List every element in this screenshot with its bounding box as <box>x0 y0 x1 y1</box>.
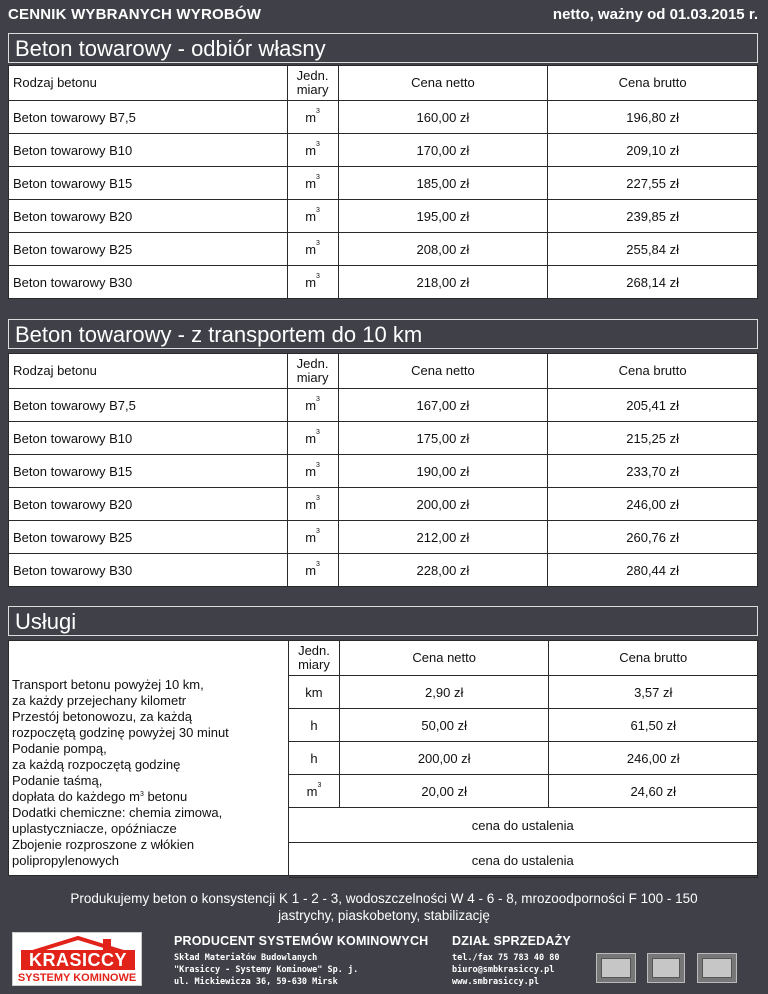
unit-cell <box>287 167 338 200</box>
unit-value: m <box>305 241 317 257</box>
sales-info <box>452 934 571 988</box>
unit-cell <box>287 521 338 554</box>
table-row <box>9 167 758 200</box>
service-text: betonu <box>143 789 188 804</box>
unit-cell <box>287 266 338 299</box>
top-bar <box>0 0 768 28</box>
product-name: Beton towarowy B15 <box>9 455 288 488</box>
producer-info <box>174 934 428 988</box>
unit-exponent: 3 <box>316 272 320 280</box>
unit-value: m <box>305 109 317 125</box>
table-row <box>9 101 758 134</box>
service-text: Dodatki chemiczne: chemia zimowa, <box>12 805 223 820</box>
product-name: Beton towarowy B10 <box>9 134 288 167</box>
gross-price: 209,10 zł <box>548 134 758 167</box>
table-header-row <box>9 66 758 101</box>
unit-value: km <box>305 684 323 700</box>
header-unit-line1: Jedn. <box>296 68 329 83</box>
gross-price: 268,14 zł <box>548 266 758 299</box>
unit-cell <box>287 101 338 134</box>
unit-cell <box>289 709 340 742</box>
unit-value: h <box>310 750 318 766</box>
unit-cell <box>287 455 338 488</box>
producer-line: Skład Materiałów Budowlanych <box>174 953 318 963</box>
header-unit-line1: Jedn. <box>298 643 330 658</box>
unit-cell <box>287 200 338 233</box>
net-price: 218,00 zł <box>338 266 548 299</box>
chimney-block-image <box>647 953 685 983</box>
service-text: Zbojenie rozproszone z włókien <box>12 837 195 852</box>
header-unit-line1: Jedn. <box>296 356 329 371</box>
table-row <box>9 389 758 422</box>
table-row <box>9 200 758 233</box>
service-text: polipropylenowych <box>12 853 119 868</box>
unit-cell <box>289 775 340 808</box>
chimney-block-image <box>596 953 636 983</box>
unit-exponent: 3 <box>139 791 144 798</box>
note-line-1: Produkujemy beton o konsystencji K 1 - 2 - 3, wodoszczelności W 4 - 6 - 8, mrozoodporności F 100 - 150 <box>70 891 698 906</box>
unit-value: m <box>305 430 317 446</box>
services-grid <box>288 640 758 878</box>
service-row <box>289 709 758 742</box>
service-text: za każdy przejechany kilometr <box>12 693 187 708</box>
gross-price: 24,60 zł <box>549 775 758 808</box>
gross-price: 227,55 zł <box>548 167 758 200</box>
unit-exponent: 3 <box>316 140 320 148</box>
unit-cell <box>289 742 340 775</box>
service-description-line <box>12 725 288 741</box>
service-description-line <box>12 773 288 789</box>
chimney-block-image <box>697 953 737 983</box>
service-text: Przestój betonowozu, za każdą <box>12 709 192 724</box>
unit-exponent: 3 <box>316 494 320 502</box>
service-text: Podanie taśmą, <box>12 773 103 788</box>
unit-value: m <box>306 783 318 799</box>
product-name: Beton towarowy B20 <box>9 488 288 521</box>
gross-price: 61,50 zł <box>549 709 758 742</box>
product-name: Beton towarowy B10 <box>9 422 288 455</box>
gross-price: 239,85 zł <box>548 200 758 233</box>
net-price: 185,00 zł <box>338 167 548 200</box>
unit-cell <box>287 233 338 266</box>
product-name: Beton towarowy B30 <box>9 266 288 299</box>
unit-value: m <box>305 562 317 578</box>
logo-subtitle: SYSTEMY KOMINOWE <box>17 972 137 984</box>
net-price: 195,00 zł <box>338 200 548 233</box>
service-text: uplastyczniacze, opóźniacze <box>12 821 177 836</box>
section-title-transport: Beton towarowy - z transportem do 10 km <box>8 319 758 349</box>
gross-price: 233,70 zł <box>548 455 758 488</box>
net-price: 200,00 zł <box>338 488 548 521</box>
gross-price: 205,41 zł <box>548 389 758 422</box>
table-row <box>9 521 758 554</box>
price-to-be-agreed: cena do ustalenia <box>289 808 758 843</box>
gross-price: 3,57 zł <box>549 676 758 709</box>
service-row <box>289 676 758 709</box>
header-type: Rodzaj betonu <box>9 354 288 389</box>
net-price: 170,00 zł <box>338 134 548 167</box>
service-row <box>289 843 758 878</box>
price-to-be-agreed: cena do ustalenia <box>289 843 758 878</box>
unit-cell <box>287 488 338 521</box>
unit-value: m <box>305 208 317 224</box>
sales-email: biuro@smbkrasiccy.pl <box>452 965 555 975</box>
section-title-pickup: Beton towarowy - odbiór własny <box>8 33 758 63</box>
net-price: 2,90 zł <box>339 676 549 709</box>
table-row <box>9 488 758 521</box>
services-table <box>8 640 758 876</box>
net-price: 167,00 zł <box>338 389 548 422</box>
service-description-line <box>12 805 288 821</box>
sales-phone: tel./fax 75 783 40 80 <box>452 953 560 963</box>
company-logo <box>12 932 142 986</box>
header-gross: Cena brutto <box>548 66 758 101</box>
unit-cell <box>287 554 338 587</box>
net-price: 20,00 zł <box>339 775 549 808</box>
header-type: Rodzaj betonu <box>9 66 288 101</box>
product-name: Beton towarowy B20 <box>9 200 288 233</box>
header-net: Cena netto <box>338 66 548 101</box>
product-name: Beton towarowy B25 <box>9 233 288 266</box>
producer-line: ul. Mickiewicza 36, 59-630 Mirsk <box>174 977 338 987</box>
service-description-line <box>12 693 288 709</box>
validity-note: netto, ważny od 01.03.2015 r. <box>552 6 758 23</box>
service-description-line <box>12 853 288 869</box>
table-header-row <box>9 354 758 389</box>
unit-cell <box>287 389 338 422</box>
product-name: Beton towarowy B30 <box>9 554 288 587</box>
unit-value: m <box>305 142 317 158</box>
unit-exponent: 3 <box>316 560 320 568</box>
unit-value: m <box>305 496 317 512</box>
unit-exponent: 3 <box>316 173 320 181</box>
service-text: Transport betonu powyżej 10 km, <box>12 677 204 692</box>
product-name: Beton towarowy B7,5 <box>9 101 288 134</box>
unit-cell <box>289 676 340 709</box>
note-line-2: jastrychy, piaskobetony, stabilizację <box>278 908 490 923</box>
service-description-line <box>12 677 288 693</box>
services-descriptions <box>8 677 288 869</box>
net-price: 160,00 zł <box>338 101 548 134</box>
unit-exponent: 3 <box>316 107 320 115</box>
header-net: Cena netto <box>338 354 548 389</box>
logo-brand: KRASICCY <box>21 950 135 970</box>
product-name: Beton towarowy B7,5 <box>9 389 288 422</box>
table-row <box>9 422 758 455</box>
producer-title: PRODUCENT SYSTEMÓW KOMINOWYCH <box>174 934 429 948</box>
service-text: dopłata do każdego m <box>12 789 140 804</box>
service-row <box>289 775 758 808</box>
unit-exponent: 3 <box>316 428 320 436</box>
unit-exponent: 3 <box>316 461 320 469</box>
table-header-row <box>289 641 758 676</box>
table-row <box>9 134 758 167</box>
price-table-transport <box>8 353 758 587</box>
net-price: 228,00 zł <box>338 554 548 587</box>
gross-price: 280,44 zł <box>548 554 758 587</box>
document-title: CENNIK WYBRANYCH WYROBÓW <box>8 6 262 23</box>
unit-value: m <box>305 274 317 290</box>
net-price: 175,00 zł <box>338 422 548 455</box>
divider <box>288 640 289 876</box>
producer-line: "Krasiccy - Systemy Kominowe" Sp. j. <box>174 965 359 975</box>
product-name: Beton towarowy B15 <box>9 167 288 200</box>
table-row <box>9 455 758 488</box>
service-description-line <box>12 709 288 725</box>
service-description-line <box>12 789 288 805</box>
gross-price: 196,80 zł <box>548 101 758 134</box>
service-description-line <box>12 757 288 773</box>
header-unit-line2: miary <box>298 657 330 672</box>
header-unit <box>287 354 338 389</box>
header-unit-line2: miary <box>296 370 329 385</box>
table-row <box>9 266 758 299</box>
service-row <box>289 742 758 775</box>
net-price: 208,00 zł <box>338 233 548 266</box>
header-gross: Cena brutto <box>548 354 758 389</box>
sales-title: DZIAŁ SPRZEDAŻY <box>452 934 571 948</box>
unit-value: h <box>310 717 318 733</box>
net-price: 50,00 zł <box>339 709 549 742</box>
production-note <box>0 890 768 924</box>
service-text: rozpoczętą godzinę powyżej 30 minut <box>12 725 229 740</box>
unit-value: m <box>305 397 317 413</box>
header-unit <box>287 66 338 101</box>
header-net: Cena netto <box>339 641 549 676</box>
service-text: Podanie pompą, <box>12 741 107 756</box>
table-row <box>9 233 758 266</box>
unit-exponent: 3 <box>316 239 320 247</box>
net-price: 200,00 zł <box>339 742 549 775</box>
unit-value: m <box>305 463 317 479</box>
unit-exponent: 3 <box>316 395 320 403</box>
gross-price: 215,25 zł <box>548 422 758 455</box>
net-price: 190,00 zł <box>338 455 548 488</box>
table-row <box>9 554 758 587</box>
unit-cell <box>287 422 338 455</box>
header-unit <box>289 641 340 676</box>
product-name: Beton towarowy B25 <box>9 521 288 554</box>
gross-price: 260,76 zł <box>548 521 758 554</box>
unit-exponent: 3 <box>317 781 322 789</box>
header-unit-line2: miary <box>296 82 329 97</box>
price-table-pickup <box>8 65 758 299</box>
unit-cell <box>287 134 338 167</box>
unit-value: m <box>305 529 317 545</box>
gross-price: 246,00 zł <box>548 488 758 521</box>
section-title-services: Usługi <box>8 606 758 636</box>
gross-price: 246,00 zł <box>549 742 758 775</box>
service-description-line <box>12 821 288 837</box>
unit-exponent: 3 <box>316 206 320 214</box>
unit-value: m <box>305 175 317 191</box>
unit-exponent: 3 <box>316 527 320 535</box>
service-row <box>289 808 758 843</box>
service-text: za każdą rozpoczętą godzinę <box>12 757 181 772</box>
net-price: 212,00 zł <box>338 521 548 554</box>
sales-website: www.smbrasiccy.pl <box>452 977 539 987</box>
service-description-line <box>12 741 288 757</box>
service-description-line <box>12 837 288 853</box>
gross-price: 255,84 zł <box>548 233 758 266</box>
header-gross: Cena brutto <box>549 641 758 676</box>
